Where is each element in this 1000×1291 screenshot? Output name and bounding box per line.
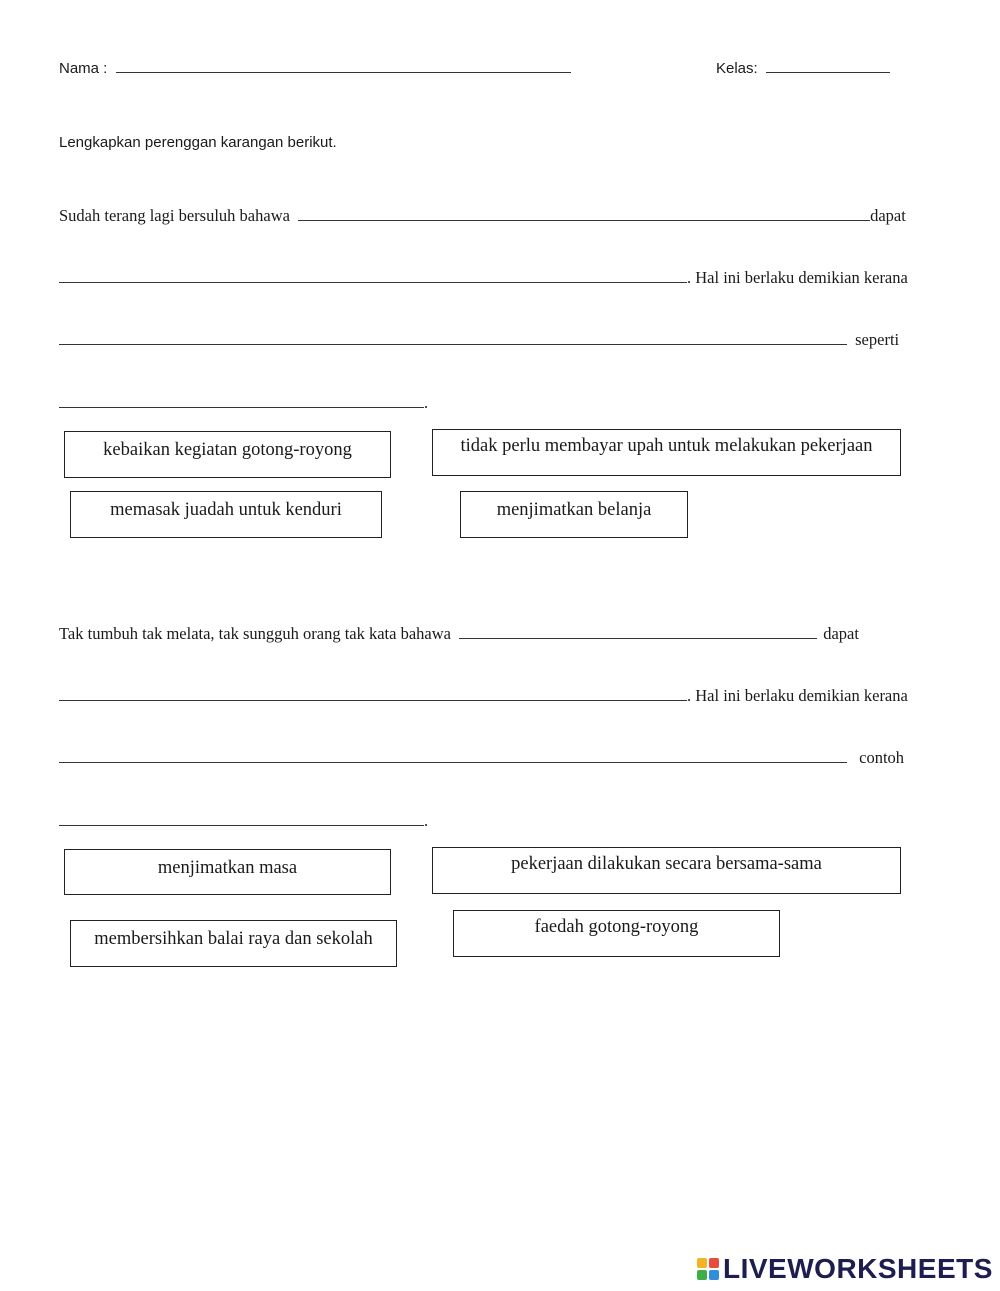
- s2-line-3: [59, 748, 904, 768]
- s1-line4-end: .: [424, 393, 429, 412]
- s1-blank-2[interactable]: [59, 282, 687, 283]
- s1-line-2: [59, 268, 908, 288]
- logo-text: LIVEWORKSHEETS: [723, 1253, 993, 1284]
- s2-line1-end: dapat: [823, 624, 859, 643]
- s2-option-card[interactable]: membersihkan balai raya dan sekolah: [70, 920, 397, 967]
- s1-option-card[interactable]: tidak perlu membayar upah untuk melakukan pekerjaan: [432, 429, 901, 476]
- logo-square-icon: [709, 1270, 719, 1280]
- s2-line4-end: .: [424, 811, 429, 830]
- s2-line-4: [59, 811, 428, 831]
- s2-option-card[interactable]: menjimatkan masa: [64, 849, 391, 895]
- s1-line-4: [59, 393, 428, 413]
- s1-blank-4[interactable]: [59, 407, 424, 408]
- s1-line1-start: Sudah terang lagi bersuluh bahawa: [59, 206, 290, 225]
- s1-blank-3[interactable]: [59, 344, 847, 345]
- s2-line-2: [59, 686, 908, 706]
- s2-line-1: [59, 624, 859, 644]
- s2-blank-3[interactable]: [59, 762, 847, 763]
- s2-option-card[interactable]: pekerjaan dilakukan secara bersama-sama: [432, 847, 901, 894]
- class-label: Kelas:: [716, 60, 758, 77]
- s1-option-card[interactable]: memasak juadah untuk kenduri: [70, 491, 382, 538]
- name-label-row: [59, 60, 571, 77]
- liveworksheets-logo: [697, 1254, 993, 1284]
- s1-line-3: [59, 330, 899, 350]
- class-label-row: [716, 60, 890, 77]
- s2-blank-1[interactable]: [459, 638, 817, 639]
- s2-blank-2[interactable]: [59, 700, 687, 701]
- name-answer-line[interactable]: [116, 72, 571, 73]
- s1-line3-end: seperti: [855, 330, 900, 349]
- s1-line-1: [59, 206, 906, 226]
- s1-line1-end: dapat: [870, 206, 906, 225]
- s2-option-card[interactable]: faedah gotong-royong: [453, 910, 780, 957]
- logo-mark-icon: [697, 1258, 719, 1280]
- s1-blank-1[interactable]: [298, 220, 870, 221]
- s1-option-card[interactable]: menjimatkan belanja: [460, 491, 688, 538]
- name-label: Nama :: [59, 60, 108, 77]
- logo-square-icon: [697, 1270, 707, 1280]
- s2-line3-end: contoh: [859, 748, 905, 767]
- s2-blank-4[interactable]: [59, 825, 424, 826]
- s2-line2-end: . Hal ini berlaku demikian kerana: [687, 686, 908, 705]
- class-answer-line[interactable]: [766, 72, 890, 73]
- logo-square-icon: [709, 1258, 719, 1268]
- s1-option-card[interactable]: kebaikan kegiatan gotong-royong: [64, 431, 391, 478]
- logo-square-icon: [697, 1258, 707, 1268]
- instruction-text: Lengkapkan perenggan karangan berikut.: [59, 134, 337, 151]
- s1-line2-end: . Hal ini berlaku demikian kerana: [687, 268, 908, 287]
- s2-line1-start: Tak tumbuh tak melata, tak sungguh orang tak kata bahawa: [59, 624, 451, 643]
